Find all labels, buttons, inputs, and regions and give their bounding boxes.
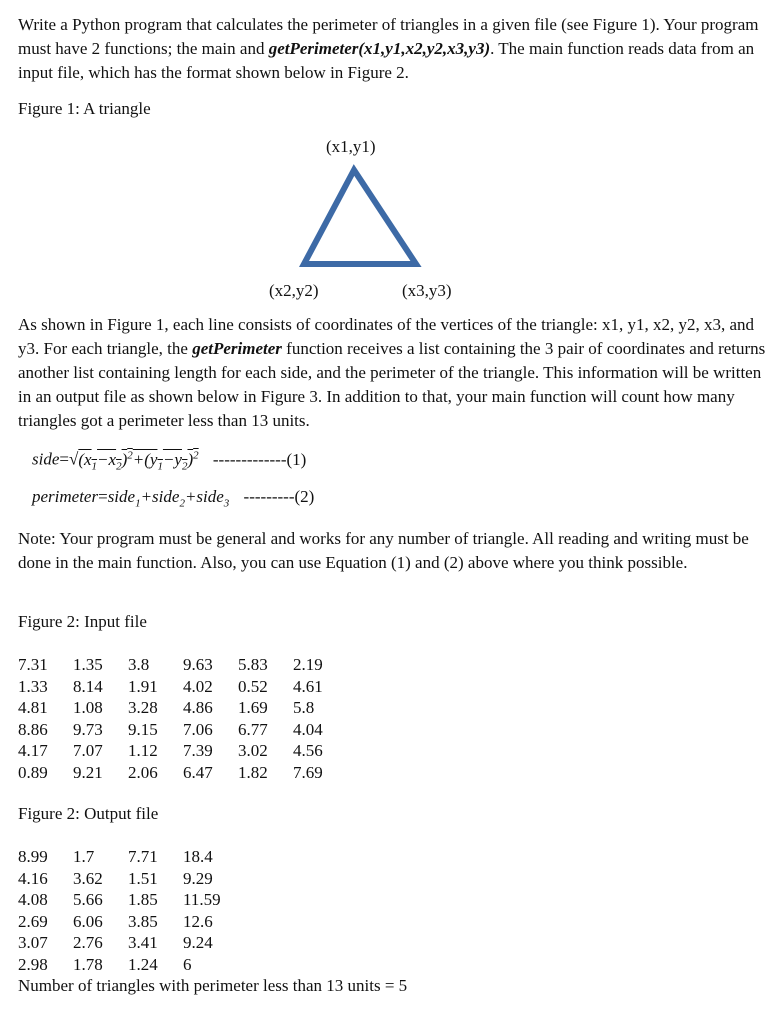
input_file-cell: 4.04 [293,719,323,739]
input_file-row [18,740,348,762]
input_file-cell: 4.17 [18,741,48,760]
input_file-cell: 0.89 [18,762,48,782]
input_file-cell: 3.28 [128,698,158,717]
input_file-cell: 7.69 [293,762,323,782]
output_file-cell: 1.24 [128,954,158,974]
output-file-label: Figure 2: Output file [18,804,159,823]
output_file-cell: 1.7 [73,847,95,866]
input-file-table [18,654,348,783]
input_file-cell: 1.35 [73,655,103,674]
input_file-cell: 9.21 [73,762,103,782]
input_file-cell: 4.02 [183,676,213,696]
output_file-cell: 7.71 [128,847,158,866]
input_file-cell: 7.06 [183,719,213,739]
input_file-cell: 7.31 [18,655,48,674]
output_file-cell: 1.51 [128,868,158,888]
output_file-row [18,889,238,911]
input_file-cell: 9.63 [183,655,213,674]
description-text-2: function receives a list containing the 3 pair of coordinates and returns another list containing length for each side, and the perimeter of the triangle. This information will be written in an output file as shown below in Figure 3. In addition to that, your main function will count how many triangles got a perimeter less than 13 units. [18,339,766,430]
equation-1: $side=√(x_1-x_2)^2+(y_1-y_2)^2$ -------------(1) [32,449,307,473]
output_file-cell: 1.85 [128,890,158,909]
output_file-cell: 6 [183,954,192,974]
input_file-cell: 1.91 [128,676,158,696]
input_file-cell: 4.81 [18,698,48,717]
output_file-row [18,954,238,976]
intro-paragraph [18,13,768,85]
input_file-cell: 8.14 [73,676,103,696]
output_file-cell: 3.07 [18,933,48,952]
output-file-table [18,846,238,975]
vertex-left-label: (x2,y2) [269,281,319,300]
output_file-cell: 2.76 [73,933,103,952]
output_file-cell: 1.78 [73,954,103,974]
equation-2-tag: ---------(2) [243,487,315,506]
input_file-cell: 5.83 [238,655,268,674]
output_file-cell: 18.4 [183,847,213,866]
output_file-cell: 8.99 [18,847,48,866]
input_file-cell: 1.08 [73,698,103,717]
input_file-row [18,719,348,741]
input-file-label: Figure 2: Input file [18,612,147,631]
input_file-cell: 9.15 [128,719,158,739]
input_file-row [18,762,348,784]
input_file-cell: 4.61 [293,676,323,696]
input_file-cell: 1.69 [238,698,268,717]
input_file-cell: 3.8 [128,655,150,674]
output_file-cell: 9.29 [183,868,213,888]
output_file-cell: 3.62 [73,868,103,888]
output_file-cell: 4.16 [18,868,48,888]
input_file-cell: 3.02 [238,741,268,760]
input_file-cell: 1.12 [128,741,158,760]
output_file-cell: 5.66 [73,890,103,909]
output_file-cell: 2.69 [18,911,48,931]
output_file-cell: 4.08 [18,890,48,909]
equation-2: perimeter=side$_1$+side$_2$+side$_3$ ---------(2) [32,487,315,510]
intro-text-2: . The main function reads data from an input file, which has the format shown below in Figure 2. [18,39,755,82]
input_file-row [18,654,348,676]
vertex-right-label: (x3,y3) [402,281,452,300]
output_file-cell: 3.41 [128,933,158,952]
note-paragraph: Note: Your program must be general and works for any number of triangle. All reading and writing must be done in the main function. Also, you can use Equation (1) and (2) above where you think possible. [18,529,749,572]
input_file-cell: 0.52 [238,676,268,696]
input_file-cell: 2.19 [293,655,323,674]
output_file-cell: 9.24 [183,933,213,952]
input_file-cell: 4.86 [183,698,213,717]
output_file-row [18,932,238,954]
input_file-cell: 9.73 [73,719,103,739]
vertex-top-label: (x1,y1) [326,137,376,156]
equation-1-tag: -------------(1) [212,449,307,469]
description-text-1: As shown in Figure 1, each line consists of coordinates of the vertices of the triangle: x1, y1, x2, y2, x3, and y3. For each triangle, the [18,315,755,358]
function-signature: getPerimeter(x1,y1,x2,y2,x3,y3) [268,39,491,58]
description-paragraph [18,313,768,433]
input_file-cell: 2.06 [128,762,158,782]
input_file-cell: 7.07 [73,741,103,760]
intro-text-1: Write a Python program that calculates the perimeter of triangles in a given file (see Figure 1). Your program must have 2 functions; the main and [18,15,759,58]
output-summary: Number of triangles with perimeter less than 13 units = 5 [18,976,408,995]
input_file-cell: 7.39 [183,741,213,760]
output_file-cell: 11.59 [183,890,221,909]
input_file-cell: 6.77 [238,719,268,739]
figure1-label: Figure 1: A triangle [18,99,151,118]
output_file-row [18,911,238,933]
input_file-row [18,697,348,719]
input_file-cell: 1.33 [18,676,48,696]
output_file-cell: 3.85 [128,911,158,931]
output_file-row [18,868,238,890]
input_file-cell: 1.82 [238,762,268,782]
input_file-cell: 5.8 [293,698,315,717]
input_file-cell: 8.86 [18,719,48,739]
triangle-figure [290,160,430,272]
output_file-row [18,846,238,868]
triangle-shape [304,170,416,264]
input_file-row [18,676,348,698]
input_file-cell: 6.47 [183,762,213,782]
output_file-cell: 12.6 [183,911,213,931]
output_file-cell: 2.98 [18,954,48,974]
output_file-cell: 6.06 [73,911,103,931]
function-name: getPerimeter [192,339,282,358]
input_file-cell: 4.56 [293,741,323,760]
